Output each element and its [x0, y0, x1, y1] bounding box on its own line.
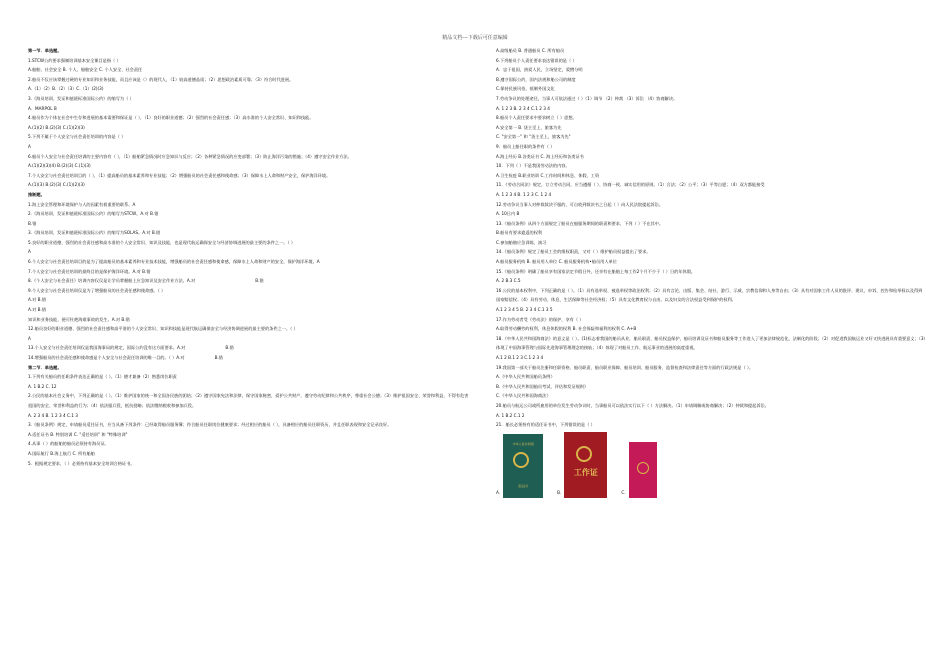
option-b: B.错 — [225, 345, 234, 351]
question-line: 13.《船员条例》从四个方面规定了船员在船服务期间的职责和要求，下列（ ）不在其中。 — [496, 220, 664, 226]
question-line: 20.船员与航运公司或所雇用的单位发生劳动争议时，当事船员可以依法实行以下（ ）方法解决。（1）申请调解或协商解决；（2）仲裁和提起诉讼。 — [496, 402, 769, 408]
question-line: C.参加船舶应急训练、演习 — [496, 239, 547, 245]
question-line: 1.海上安全管理和环境保护与人的因素有着重要的联系。A — [28, 201, 136, 207]
question-line: 知识和业务技能，便可杜绝海难事故的发生。A.对 B.错 — [28, 316, 130, 322]
question-line: 第一节．单选题。 — [28, 48, 62, 53]
question-line: A.安全第一 B. 货主至上，旅客为先 — [496, 124, 562, 130]
question-line: A.卫生检疫 B.职业培训 C.工作时间和休息、休假、工资 — [496, 172, 600, 178]
question-line: A. 2 B.3 C.5 — [496, 278, 521, 284]
certificate-image — [503, 434, 543, 498]
question-line: A.《中华人民共和国船员条例》 — [496, 374, 555, 380]
national-emblem-icon — [637, 462, 649, 474]
true-false-line — [28, 276, 470, 286]
question-line: 1.STCW公约要求强制培训基本安全课目是指（ ） — [28, 57, 121, 63]
question-line: 14.《船员条例》规定了船员工会的维权职责，又对（ ）维护船员权益提出了要求。 — [496, 249, 651, 255]
question-line: C.《中华人民共和国海商法》 — [496, 393, 551, 399]
question-line: A — [28, 335, 31, 341]
question-line: B.错 — [28, 220, 37, 226]
question-line: A. 1 2 3 4 B. 1 2 3 C. 1 2 4 — [496, 191, 552, 197]
question-line: A. 10日内 B — [496, 211, 520, 217]
question-line: 2.船员不仅应该掌握过硬的专业知识和业务技能，而且应该是（）的现代人，（1）较高道德品质；（2）思想政治素质可靠；（3）符合时代进展。 — [28, 76, 294, 82]
question-line: A.1 2 3 4 5 B. 2 3 4 C.1 3 5 — [496, 307, 553, 313]
question-line: 21．船长必须持有的适任证书中，下列错误的是（ ） — [496, 422, 595, 428]
question-line: 2.《海员培训、发证和值班标准国际公约》的缩写为STCW。A.对 B.错 — [28, 211, 159, 217]
cover-subtitle: 适任证书 — [517, 485, 529, 489]
question-line: A.国际航行 B.海上航行 C. 所有船舶 — [28, 450, 95, 456]
national-emblem-icon — [576, 446, 592, 462]
question-line: 4.从事（ ）的船舶的船员必须持有海员证。 — [28, 441, 109, 447]
question-line: A.1 2 B.1 2 3 C.1 2 3 4 — [496, 355, 544, 360]
question-line: 5．根据规定要求，（ ）必须持有基本安全培训合格证书。 — [28, 460, 135, 466]
question-line: A.(1)(2)(3)(4) B.(2)(3) C.(1)(3) — [28, 163, 91, 169]
question-line: 6.个人安全与社会责任培训目的是为了提高船员的基本素养和专业技术技能，增强船员的社会责任感和使命感，保障水上人命和财产的安全，保护海洋环境。A — [28, 259, 320, 265]
question-line: 5.良好的职业道德、强烈的社会责任感和高水准的个人安全常识、知识及技能，也是现代航运确保安全与经济协调进展的最主要的条件之一。（ ） — [28, 239, 296, 245]
cover-title: 中华人民共和国 — [512, 441, 534, 446]
question-line: A.海上经历 B.各类证书 C. 海上经历和各类证书 — [496, 153, 584, 159]
question-line: 8.船员个人责任要求中要求树立（ ）思想。 — [496, 115, 577, 121]
question-line: B.《中华人民共和国船员考试、评估和发证规则》 — [496, 383, 589, 389]
question-line: 7.劳动争议的处理途径，当事人可依法通过（ ）（1）调节 （2）仲裁 （3）诉讼 （4）协商解决。 — [496, 95, 678, 101]
certificate-options — [496, 432, 926, 498]
option-b: B.错 — [255, 278, 264, 284]
question-text: 8.《个人安全与社会责任》培训内容仅仅是让学员掌握船上应急知识及安全作业方法。A.对 — [28, 278, 196, 284]
question-line: 6.船员个人安全与社会责任培训的主要内容有（ ），（1）船舶紧急情况时应急知识与反应；（2）各种紧急情况的应变部署；（3）防止海洋污染的措施；（4）遵守安全作业方法。 — [28, 153, 352, 159]
true-false-line — [28, 353, 470, 363]
question-line: A.取得劳动酬劳的权利，休息休假的权利 B. 社会保险和福利的权利 C. A+B — [496, 326, 637, 332]
option-letter: C. — [621, 490, 626, 496]
question-line: 9.个人安全与社会责任培训仅是为了增强船员的社会责任感和使命感。（ ） — [28, 287, 166, 293]
question-line: 19.我国第一部关于船员注册和任职资格、船员职责、船员职业保障、船员培训、船员服务、监督检查和法律责任等方面的行政法规是（ ）。 — [496, 364, 754, 370]
question-line: C. "安全第一" 和 "货主至上，旅客为先" — [496, 134, 571, 140]
question-line: 6.下列船员个人责任要求表达错误的是（ ） — [496, 57, 577, 63]
question-line: A.高级船员 B. 普通船员 C. 所有船员 — [496, 48, 565, 53]
left-column — [28, 46, 470, 468]
question-line: A.对 B.错 — [28, 307, 47, 313]
question-line: 9．船员上船任职的条件有（ ） — [496, 143, 555, 149]
question-line: 12.船员良好的职业道德、强烈的社会责任感和高平准的个人安全常识、知识和技能是现代航运确保安全与经济协调进展的最主要的条件之一。（ ） — [28, 326, 298, 332]
question-line: 1.下列有关船员的任职条件表达正确的是（ ）。（1）德才兼备（2）熟悉岗位职责 — [28, 374, 177, 380]
question-line: 15.《船员条例》明确了船员享有国家法定节假日外，还享有在船舶上每工作2个月不少于（ ）日的年休假。 — [496, 268, 696, 274]
question-line: A.船舶、社会安全 B. 个人、船舶安全 C. 个人安全、社会责任 — [28, 67, 143, 73]
certificate-image — [564, 432, 607, 498]
question-text: 13.个人安全与社会责任培训仅是我国海事局的规定，国际公约没有这方面要求。A.对 — [28, 345, 186, 351]
question-line: A — [28, 143, 31, 149]
question-line: 7.个人安全与社会责任培训的最终目的是保护海洋环境。A.对 B.错 — [28, 268, 151, 274]
question-line: 10．下列（ ）不是我国劳动法的内容。 — [496, 163, 570, 169]
question-line: A. 1 B.2 C. 12 — [28, 383, 57, 389]
question-line: 11．《劳动合同法》规定，订立劳动合同，应当遵循（ ）、协商一致、诚实信用的原则。（1）合法；（2）公平；（3）平等自愿；（4）双方都能接受 — [496, 182, 765, 188]
question-line: A.船员服务机构 B. 船员用人单位 C. 船员服务机构•船员用人单位 — [496, 259, 617, 265]
question-line: A.(1)(3) B.(2)(3) C.(1)(2)(3) — [28, 182, 85, 188]
question-line: A．忠于祖国，热爱人民，立场坚定，爱憎分明 — [496, 67, 583, 73]
true-false-line — [28, 343, 470, 353]
right-column — [496, 46, 926, 498]
question-line: A. 2 3 4 B. 1 2 3 4 C.1 3 — [28, 412, 78, 418]
question-line: A.(1)(2) B.(2)(3) C.(1)(2)(3) — [28, 124, 85, 130]
question-line: 3.《海员培训、发证和值班标准国际公约》的缩写为（ ） — [28, 95, 134, 101]
question-line: A.对 B.错 — [28, 297, 47, 303]
question-line: 18.《中华人民共和国海商法》的意义是（ ）。(1)标志着我国的船员从业，船员职责、船员权益保护，船员培训及证书和船员服务等工作进入了更加法律规范化，法制化的阶段；（2）对促进我国航运业又好又快进展具有重要意义；（3）体现了中国海事管理与国际先进海事管理理念的接轨；（4）体现了对船员工作、航运事业的进展的高度重视。 — [496, 335, 926, 351]
question-line: A.（1）（2）B.（2）（3）C.（1）(2)(3) — [28, 86, 104, 92]
certificate-option-b — [557, 432, 607, 498]
question-line: 推断题。 — [28, 191, 45, 197]
question-line: 第二节．单选题。 — [28, 364, 62, 370]
question-line: A. 1 2 3 B. 2 3 4 C.1 2 3 4 — [496, 105, 550, 111]
question-line: A.适任证书 B. 特别培训 C. "适任培训" 和 "特殊培训" — [28, 431, 128, 437]
question-line: 12.劳动争议当事人对仲裁裁决不服的，可自收到裁决书之日起（ ）向人民法院提起诉讼。 — [496, 201, 664, 207]
question-text: 14.增强船员的社会责任感和使命感是个人安全与社会责任培训的唯一目的。（ ）A.对 — [28, 355, 185, 360]
question-line: A．MARPOL B — [28, 105, 57, 111]
question-line: B.遵守国际公约，国内法规和船公司的制度 — [496, 76, 576, 82]
question-line: 2.公民的基本社会义务中，下列正确的是（ ）。（1）维护国家的统一和全国各民族的团结；（2）遵守国家宪法和法律，保守国家秘密，爱护公共财产，遵守劳动纪律和公共秩序，尊重社会公德；（3）维护祖国安全、荣誉和利益，不得有危害祖国的安全、荣誉和利益的行为；（4）依法服兵役，抵抗侵略；依法缴纳税收和参加兵役。 — [28, 393, 469, 408]
question-line: A — [28, 249, 31, 255]
question-line: C.保持民族风俗，抵制外国文化 — [496, 86, 555, 92]
question-line: 3.《海员培训、发证和值班标准国际公约》的缩写为SOLAS。A.对 B.错 — [28, 230, 161, 236]
certificate-option-a — [496, 434, 543, 498]
question-line: 7.个人安全与社会责任培训目的（ ），（1）提高船员的基本素养和专业技能；（2）增强船员的社会责任感和使命感；（3）保障水上人命和财产安全，保护海洋环境。 — [28, 172, 331, 178]
option-b: B.错 — [214, 355, 223, 360]
question-line: 3.《船员条例》规定，申请船员适任证书，应当具备下列条件：已经取得船员服务簿；符合船员任职岗位健康要求；经过相应的船员（ ），具备相应的船员任职资历，并且任职表现和安全记录良好。 — [28, 422, 392, 428]
question-line: A. 1 B.2 C.1 2 — [496, 412, 525, 418]
certificate-option-c — [621, 442, 656, 498]
option-letter: A. — [496, 490, 501, 496]
cover-title: 工作证 — [573, 466, 598, 477]
question-line: 16.公民的基本权利中，下列正确的是（ ）。（1）具有选举权、被选举权等政治权利；（2）具有言论、出版、集会、结社、游行、示威、宗教信仰和人身等自由；（3）具有对国家工作人员的批评、建议、申诉、控告和检举权以及得到国家赔偿权；（4）具有劳动、休息、生活保障等社会经济权；（5）具有文化教育权与自由。以及妇女的合法权益受到保护的权利。 — [496, 287, 923, 303]
certificate-image — [629, 442, 657, 498]
question-line: B.船员有要求遣返的权利 — [496, 230, 543, 236]
question-line: 5.下列不属于个人安全与社会责任培训的内容是（ ） — [28, 134, 126, 140]
question-line: 17.作为劳动者受《劳动法》的保护，享有（ ） — [496, 316, 584, 322]
national-emblem-icon — [513, 452, 529, 468]
question-line: 4.船员作为个体在社会中生存和进展的基本需要和保证是（ ），（1）良好的职业道德；（2）强烈的社会责任感；（3）高水准的个人安全常识、知识和技能。 — [28, 115, 314, 121]
option-letter: B. — [557, 490, 562, 496]
page-header: 精品文档---下载后可任意编辑 — [442, 35, 508, 41]
